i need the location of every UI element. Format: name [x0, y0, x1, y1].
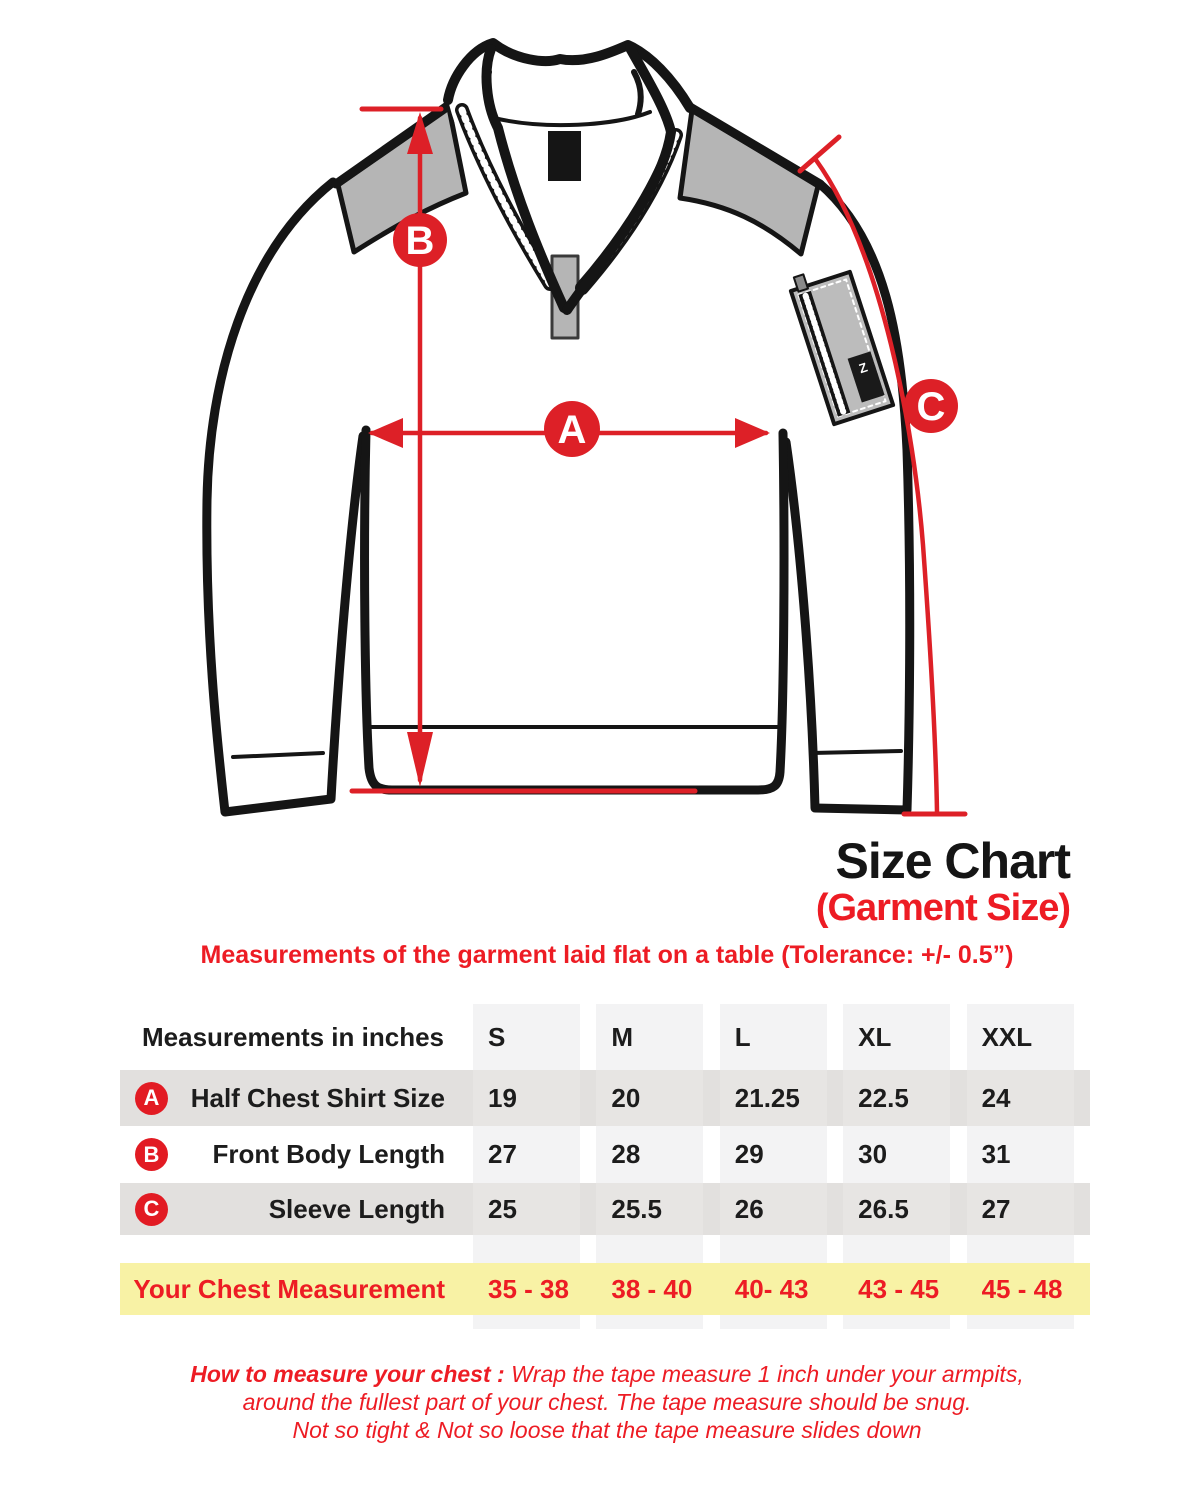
size-col-header-m: M	[596, 1004, 719, 1070]
how-to-measure-note	[0, 1360, 1200, 1444]
cell-value: 22.5	[843, 1070, 966, 1126]
cell-value: 35 - 38	[488, 1273, 569, 1304]
table-row-sleeve-length	[120, 1183, 1090, 1235]
table-row-chest-measurement	[120, 1263, 1090, 1315]
cell-value: 29	[720, 1126, 843, 1183]
row-marker-b: B	[135, 1138, 168, 1171]
row-label: Front Body Length	[212, 1139, 445, 1169]
cell-value: 38 - 40	[611, 1273, 693, 1304]
neck-label	[548, 131, 581, 181]
size-col-header-s: S	[473, 1004, 596, 1070]
how-to-measure-line2: around the fullest part of your chest. The tape measure should be snug.	[242, 1389, 972, 1415]
page-title: Size Chart	[835, 833, 1070, 889]
how-to-measure-line1: Wrap the tape measure 1 inch under your armpits,	[511, 1361, 1024, 1387]
row-label: Half Chest Shirt Size	[190, 1082, 445, 1113]
cell-value: 25.5	[596, 1183, 719, 1235]
cell-value: 30	[843, 1126, 966, 1183]
cell-value: 27	[473, 1126, 596, 1183]
cuff-line-right	[812, 751, 901, 753]
size-col-header-xl: XL	[843, 1004, 966, 1070]
page-subtitle: (Garment Size)	[815, 887, 1070, 929]
cell-value: 31	[967, 1126, 1090, 1183]
cell-value: 20	[596, 1070, 719, 1126]
size-col-header-l: L	[720, 1004, 843, 1070]
cell-value: 40- 43	[734, 1273, 809, 1304]
how-to-measure-line3: Not so tight & Not so loose that the tape measure slides down	[292, 1417, 922, 1443]
cell-value: 19	[473, 1070, 596, 1126]
badge-c-letter: C	[916, 385, 946, 429]
cell-value: 43 - 45	[858, 1273, 940, 1304]
size-col-header-xxl: XXL	[967, 1004, 1090, 1070]
cell-value: 25	[473, 1183, 596, 1235]
cell-value: 27	[967, 1183, 1090, 1235]
title-block	[815, 833, 1070, 930]
badge-b-letter: B	[405, 219, 435, 263]
table-header-label: Measurements in inches	[142, 1021, 444, 1052]
cell-value: 28	[596, 1126, 719, 1183]
row-marker-a: A	[135, 1082, 168, 1115]
cell-value: 45 - 48	[981, 1273, 1063, 1304]
chest-row-label: Your Chest Measurement	[133, 1273, 445, 1304]
size-table	[120, 1004, 1090, 1329]
how-to-measure-lead: How to measure your chest :	[190, 1361, 505, 1387]
table-row-half-chest	[120, 1070, 1090, 1126]
badge-a-letter: A	[557, 408, 587, 452]
table-band-tail	[120, 1315, 1090, 1329]
left-sleeve	[207, 182, 366, 812]
row-label: Sleeve Length	[268, 1193, 445, 1224]
cell-value: 26.5	[843, 1183, 966, 1235]
table-spacer-row	[120, 1235, 1090, 1263]
cell-value: 26	[720, 1183, 843, 1235]
tolerance-note: Measurements of the garment laid flat on a table (Tolerance: +/- 0.5”)	[200, 941, 1014, 969]
table-header-row	[120, 1004, 1090, 1070]
pocket-label-text: Z	[857, 359, 870, 377]
row-marker-c: C	[135, 1193, 168, 1226]
table-row-body-length	[120, 1126, 1090, 1183]
cell-value: 24	[967, 1070, 1090, 1126]
cell-value: 21.25	[720, 1070, 843, 1126]
